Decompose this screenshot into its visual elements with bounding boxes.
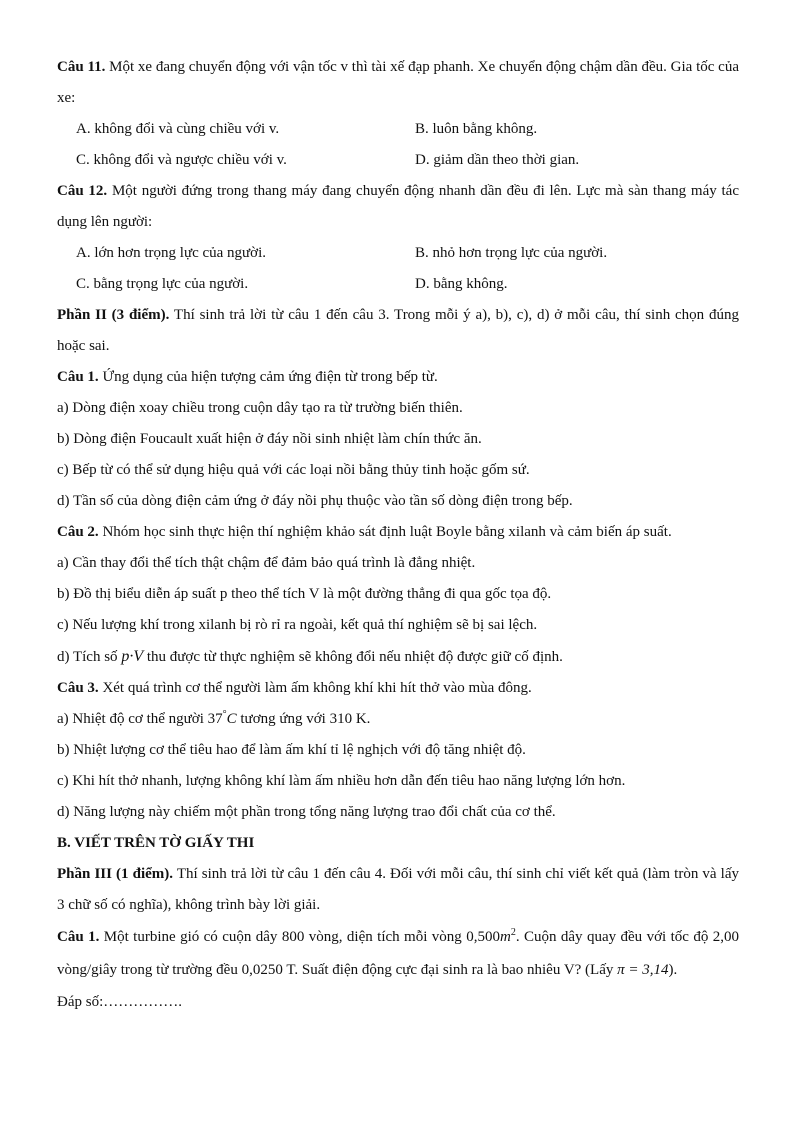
statement-d: d) Năng lượng này chiếm một phần trong tổng năng lượng trao đổi chất của cơ thể. [57,804,556,820]
question-11 [57,52,739,114]
option-a: A. không đổi và cùng chiều với v. [76,121,280,137]
statement-c: c) Nếu lượng khí trong xilanh bị rò rỉ ra ngoài, kết quả thí nghiệm sẽ bị sai lệch. [57,617,538,633]
math-temperature [208,711,237,727]
part-2-instructions [57,300,739,362]
section-b-title: B. VIẾT TRÊN TỜ GIẤY THI [57,835,255,851]
option-a: A. lớn hơn trọng lực của người. [76,245,267,261]
question-11-options [57,114,739,176]
statement-prefix: a) Nhiệt độ cơ thể người [57,711,208,727]
statement-a: a) Cần thay đổi thể tích thật chậm để đảm bảo quá trình là đẳng nhiệt. [57,555,476,571]
question-text-end: ). [668,962,678,978]
statement-prefix: d) Tích số [57,649,122,665]
option-b: B. luôn bằng không. [415,121,538,137]
question-label: Câu 12. [57,183,108,199]
question-text: Một turbine gió có cuộn dây 800 vòng, diện tích mỗi vòng [99,929,467,945]
question-label: Câu 3. [57,680,99,696]
part-2-question-2 [57,517,739,548]
statement-d: d) Tần số của dòng điện cảm ứng ở đáy nồi phụ thuộc vào tần số dòng điện trong bếp. [57,493,573,509]
part-text: Thí sinh trả lời từ câu 1 đến câu 4. Đối với mỗi câu, thí sinh chỉ viết kết quả (làm tròn và lấy 3 chữ số có nghĩa), không trình bày lời giải. [57,866,740,913]
statement-b: b) Đồ thị biểu diễn áp suất p theo thể tích V là một đường thẳng đi qua gốc tọa độ. [57,586,552,602]
question-text: Nhóm học sinh thực hiện thí nghiệm khảo sát định luật Boyle bằng xilanh và cảm biến áp suất. [98,524,672,540]
question-label: Câu 1. [57,929,100,945]
option-c: C. không đổi và ngược chiều với v. [76,152,287,168]
question-label: Câu 2. [57,524,99,540]
math-area [466,929,516,945]
option-d: D. bằng không. [415,276,508,292]
exam-page [57,52,739,1018]
option-d: D. giảm dần theo thời gian. [415,152,580,168]
question-label: Câu 11. [57,59,106,75]
question-text-cont: . Cuộn dây quay đều với tốc độ 2,00 vòng/giây trong từ trường đều 0,0250 T. Suất điện động cực đại sinh ra là bao nhiêu V? (Lấy [57,929,739,978]
statement-a [57,704,739,735]
question-label: Câu 1. [57,369,99,385]
math-pv: p·V [121,648,144,665]
area-unit: m [499,929,511,945]
degree-sign: ° [222,709,227,720]
question-text: Một xe đang chuyển động với vận tốc v thì tài xế đạp phanh. Xe chuyển động chậm dần đều. Gia tốc của xe: [57,59,739,106]
part-label: Phần III (1 điểm). [57,866,174,882]
statement-c: c) Bếp từ có thể sử dụng hiệu quả với các loại nồi bằng thủy tinh hoặc gốm sứ. [57,462,530,478]
answer-line: Đáp số:……………. [57,994,182,1010]
statement-b: b) Dòng điện Foucault xuất hiện ở đáy nồi sinh nhiệt làm chín thức ăn. [57,431,482,447]
statement-c: c) Khi hít thở nhanh, lượng không khí làm ấm nhiều hơn dẫn đến tiêu hao năng lượng lớn hơn. [57,773,626,789]
question-text: Một người đứng trong thang máy đang chuyển động nhanh dần đều đi lên. Lực mà sàn thang máy tác dụng lên người: [57,183,739,230]
question-text: Ứng dụng của hiện tượng cảm ứng điện từ trong bếp từ. [98,369,438,385]
temperature-unit: C [226,711,237,727]
part-2-question-3 [57,673,739,704]
question-text: Xét quá trình cơ thể người làm ấm không khí khi hít thở vào mùa đông. [98,680,532,696]
part-3-instructions [57,859,739,921]
statement-d [57,641,739,673]
option-b: B. nhỏ hơn trọng lực của người. [415,245,608,261]
question-12 [57,176,739,238]
part-label: Phần II (3 điểm). [57,307,170,323]
area-value: 0,500 [466,929,500,945]
part-3-question-1 [57,921,739,987]
statement-a: a) Dòng điện xoay chiều trong cuộn dây tạo ra từ trường biến thiên. [57,400,463,416]
question-12-options [57,238,739,300]
option-c: C. bằng trọng lực của người. [76,276,249,292]
statement-suffix: thu được từ thực nghiệm sẽ không đổi nếu nhiệt độ được giữ cố định. [143,649,563,665]
statement-b: b) Nhiệt lượng cơ thể tiêu hao để làm ấm khí tỉ lệ nghịch với độ tăng nhiệt độ. [57,742,526,758]
statement-suffix: tương ứng với 310 K. [236,711,371,727]
area-exponent: 2 [510,927,516,938]
math-pi: π = 3,14 [617,962,669,978]
part-2-question-1 [57,362,739,393]
part-text: Thí sinh trả lời từ câu 1 đến câu 3. Trong mỗi ý a), b), c), d) ở mỗi câu, thí sinh chọn đúng hoặc sai. [57,307,739,354]
temperature-value: 37 [207,711,223,727]
